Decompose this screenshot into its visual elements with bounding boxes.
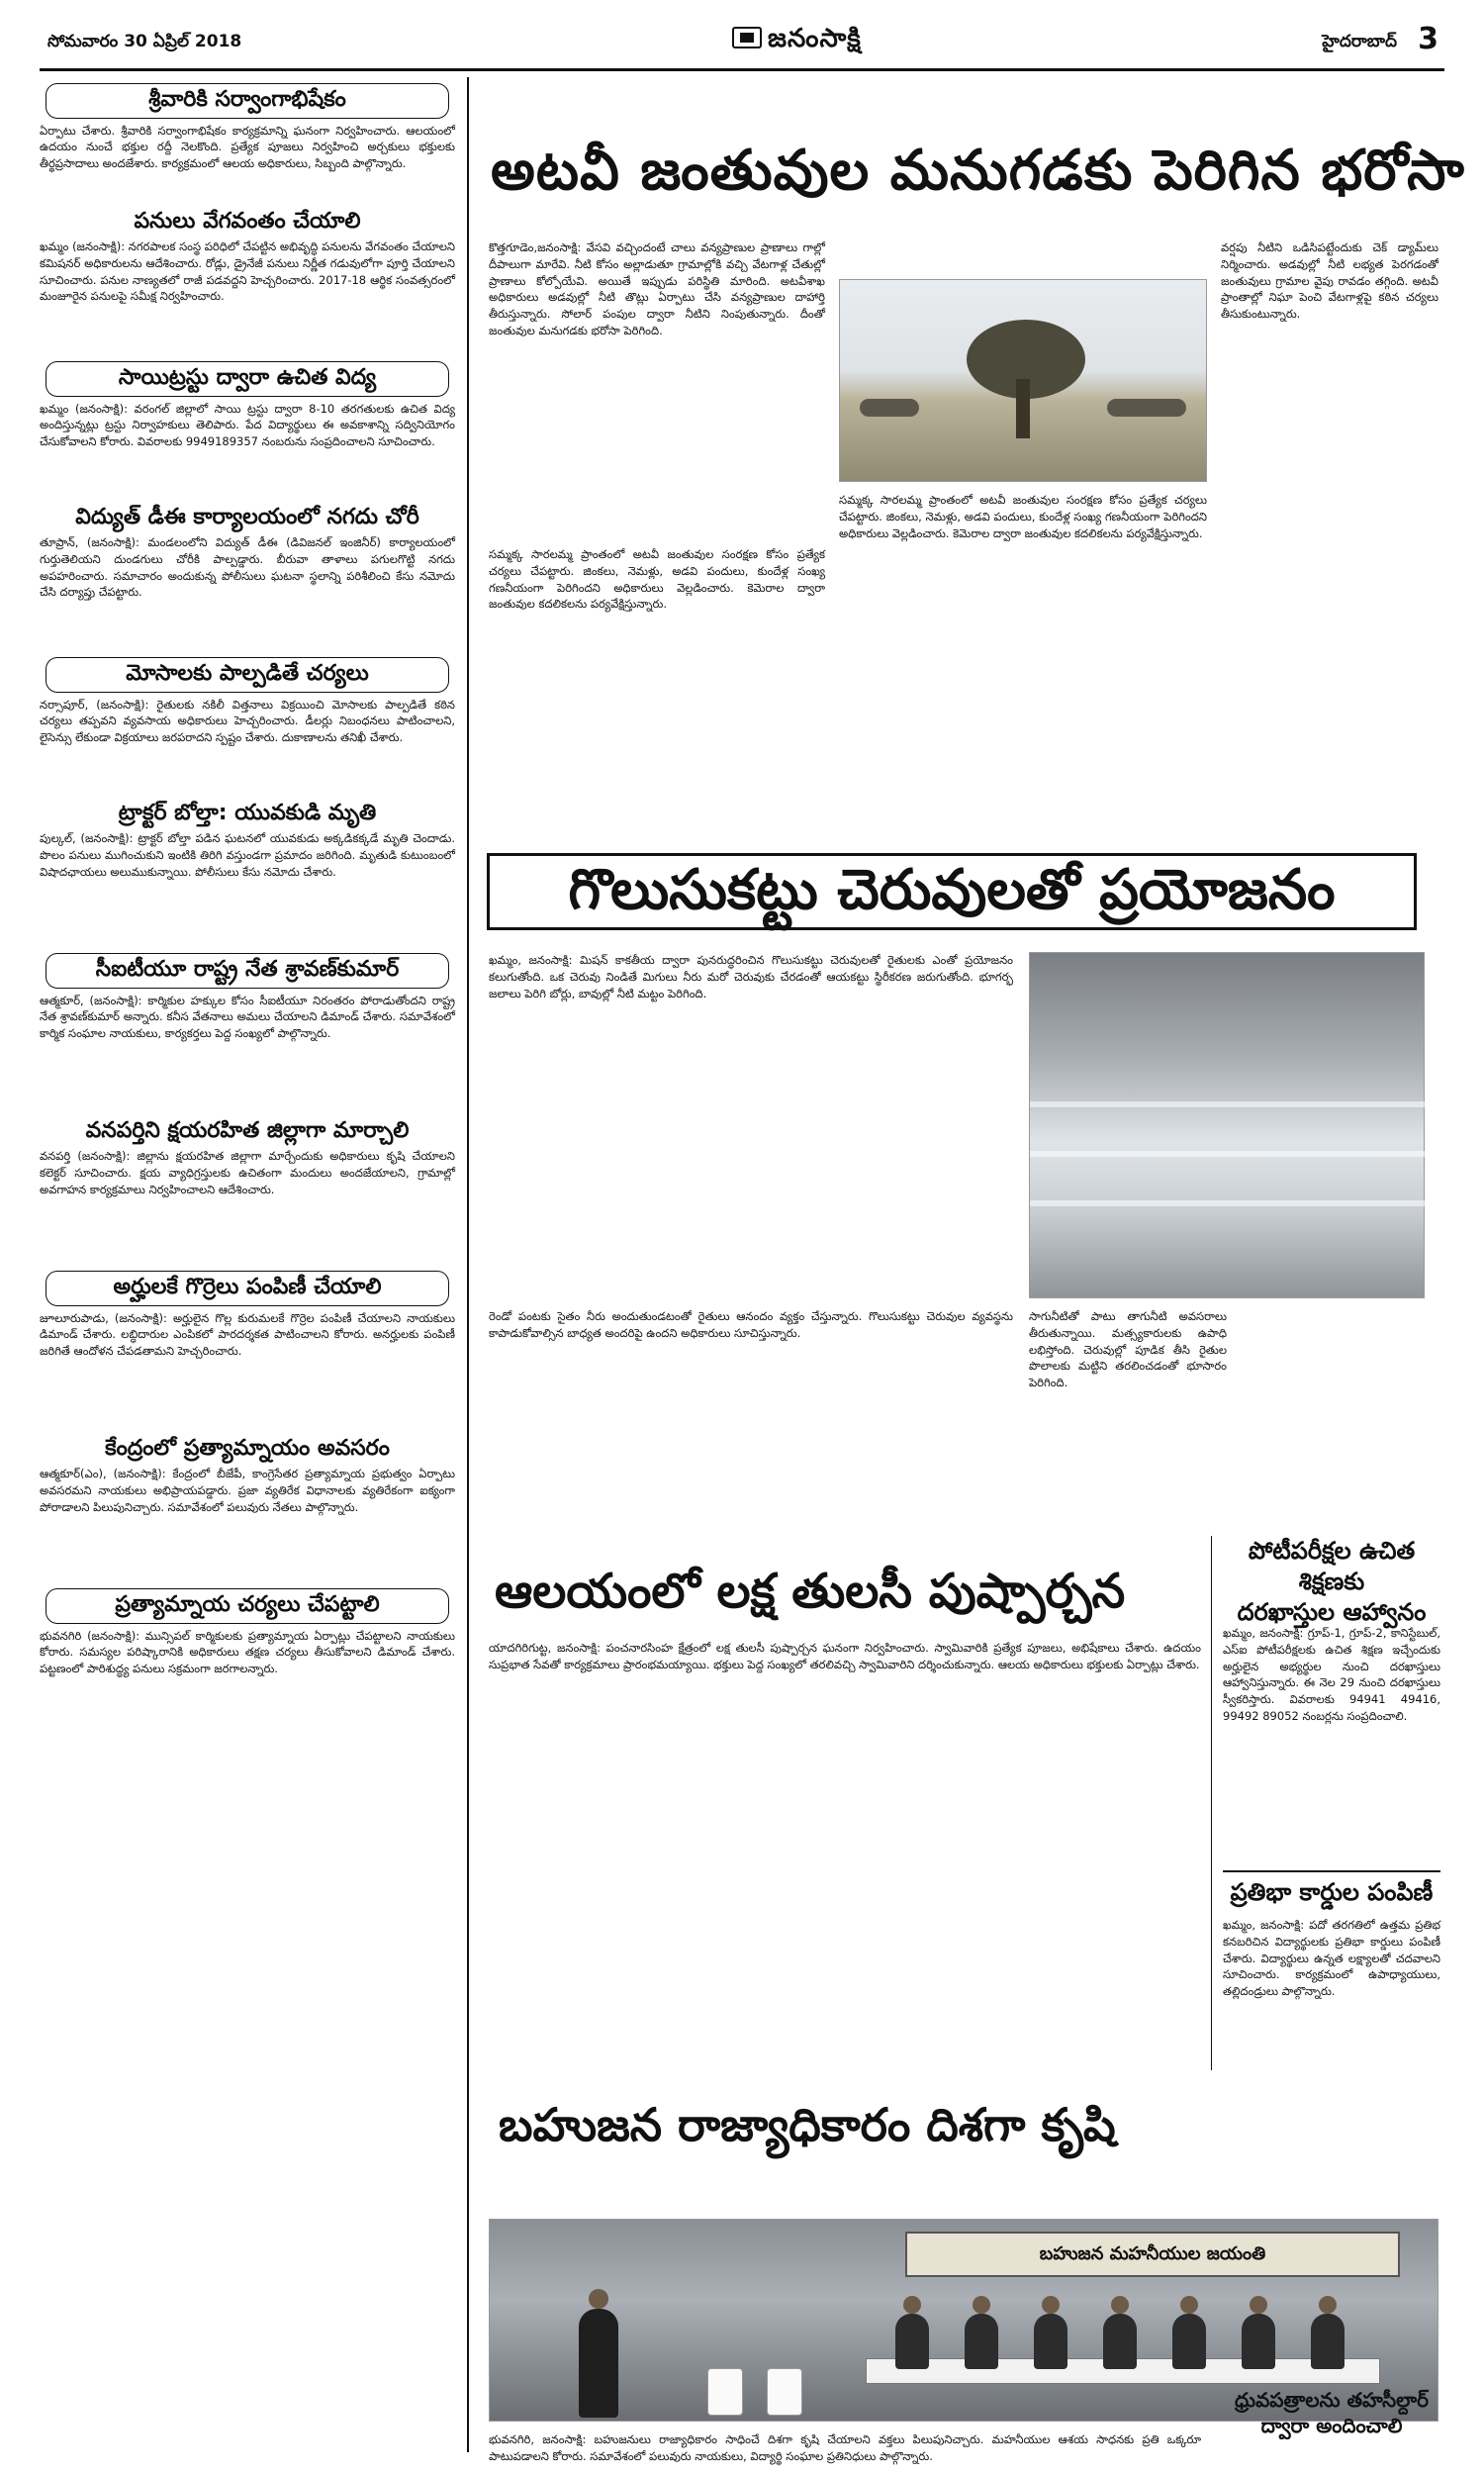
news-headline: అర్హులకే గొర్రెలు పంపిణీ చేయాలి [46, 1271, 449, 1306]
section-divider [1211, 1536, 1212, 2070]
tanks-story-body: ఖమ్మం, జనంసాక్షి: మిషన్ కాకతీయ ద్వారా పునరుద్ధరించిన గొలుసుకట్టు చెరువులతో రైతులకు ఎంతో ప్రయోజనం కలుగుతోంది. ఒక చెరువు నిండితే మిగులు నీరు మరో చెరువుకు చేరడంతో ఆయకట్టు స్థిరీకరణ జరుగుతోంది. భూగర్భ జలాలు పెరిగి బోర్లు, బావుల్లో నీటి మట్టం పెరిగింది. [489, 953, 1013, 1000]
bush-shape [1107, 399, 1186, 417]
guest-figure [1103, 2314, 1137, 2369]
chair-shape [767, 2368, 802, 2416]
certificates-headline-line2: ద్వారా అందించాలి [1260, 2414, 1403, 2437]
box-divider [1223, 1870, 1440, 1872]
news-item [40, 206, 455, 356]
temple-headline: ఆలయంలో లక్ష తులసీ పుష్పార్చన [495, 1564, 1126, 1619]
news-item [40, 1588, 455, 1723]
lead-story-side-body: వర్షపు నీటిని ఒడిసిపట్టేందుకు చెక్ డ్యామ్‌లు నిర్మించారు. అడవుల్లో నీటి లభ్యత పెరగడంతో జంతువులు గ్రామాల వైపు రావడం తగ్గింది. అటవీ ప్రాంతాల్లో నిఘా పెంచి వేటగాళ్లపై కఠిన చర్యలు తీసుకుంటున్నారు. [1221, 240, 1438, 322]
news-headline: సాయిట్రస్టు ద్వారా ఉచిత విద్య [46, 361, 449, 397]
tanks-story-bottom: రెండో పంటకు సైతం నీరు అందుతుండటంతో రైతులు ఆనందం వ్యక్తం చేస్తున్నారు. గొలుసుకట్టు చెరువుల వ్యవస్థను కాపాడుకోవాల్సిన బాధ్యత అందరిపై ఉందని అధికారులు సూచిస్తున్నారు. [489, 1309, 1013, 1340]
guest-figure [965, 2314, 998, 2369]
logo-emblem-icon [732, 27, 762, 48]
edition-city: హైదరాబాద్ [1322, 32, 1397, 51]
guest-figure [895, 2314, 929, 2369]
forest-photo [839, 279, 1207, 482]
lead-story-body-more: సమ్మక్క సారలమ్మ ప్రాంతంలో అటవీ జంతువుల సంరక్షణ కోసం ప్రత్యేక చర్యలు చేపట్టారు. జింకలు, నెమళ్లు, అడవి పందులు, కుందేళ్ల సంఖ్య గణనీయంగా పెరిగిందని అధికారులు వెల్లడించారు. కెమెరాల ద్వారా జంతువుల కదలికలను పర్యవేక్షిస్తున్నారు. [489, 547, 825, 612]
lead-story-continued: సమ్మక్క సారలమ్మ ప్రాంతంలో అటవీ జంతువుల సంరక్షణ కోసం ప్రత్యేక చర్యలు చేపట్టారు. జింకలు, నెమళ్లు, అడవి పందులు, కుందేళ్ల సంఖ్య గణనీయంగా పెరిగిందని అధికారులు వెల్లడించారు. కెమెరాల ద్వారా జంతువుల కదలికలను పర్యవేక్షిస్తున్నారు. [839, 493, 1207, 540]
left-column [40, 81, 455, 2456]
news-item [40, 1271, 455, 1427]
news-headline: మోసాలకు పాల్పడితే చర్యలు [46, 657, 449, 693]
tree-trunk-shape [1016, 379, 1030, 438]
lead-story-body: కొత్తగూడెం,జనంసాక్షి: వేసవి వచ్చిందంటే చాలు వన్యప్రాణుల ప్రాణాలు గాల్లో దీపాలుగా మారేవి. నీటి కోసం అల్లాడుతూ గ్రామాల్లోకి వచ్చి వేటగాళ్ల చేతుల్లో ప్రాణాలు కోల్పోయేవి. అయితే ఇప్పుడు పరిస్థితి మారింది. అటవీశాఖ అధికారులు అడవుల్లో నీటి తొట్లు ఏర్పాటు చేసి వన్యప్రాణుల దాహార్తి తీరుస్తున్నారు. సోలార్ పంపుల ద్వారా నీటిని నింపుతున్నారు. దీంతో జంతువుల మనుగడకు భరోసా పెరిగింది. [489, 240, 825, 337]
lead-headline: అటవీ జంతువుల మనుగడకు పెరిగిన భరోసా [491, 139, 1465, 203]
exam-coaching-body: ఖమ్మం, జనంసాక్షి: గ్రూప్-1, గ్రూప్-2, కానిస్టేబుల్, ఎస్ఐ పోటీపరీక్షలకు ఉచిత శిక్షణ ఇచ్చేందుకు అర్హులైన అభ్యర్థుల నుంచి దరఖాస్తులు ఆహ్వానిస్తున్నారు. ఈ నెల 29 నుంచి దరఖాస్తులు స్వీకరిస్తారు. వివరాలకు 94941 49416, 99492 89052 నంబర్లను సంప్రదించాలి. [1223, 1626, 1440, 1723]
news-item [40, 798, 455, 948]
newspaper-logo [732, 24, 862, 59]
merit-cards-body: ఖమ్మం, జనంసాక్షి: పదో తరగతిలో ఉత్తమ ప్రతిభ కనబరిచిన విద్యార్థులకు ప్రతిభా కార్డులు పంపిణీ చేశారు. విద్యార్థులు ఉన్నత లక్ష్యాలతో చదవాలని సూచించారు. కార్యక్రమంలో ఉపాధ్యాయులు, తల్లిదండ్రులు పాల్గొన్నారు. [1223, 1918, 1440, 1999]
guest-figure [1242, 2314, 1275, 2369]
news-headline: పనులు వేగవంతం చేయాలి [134, 208, 361, 234]
news-item [40, 657, 455, 792]
merit-cards-headline: ప్రతిభా కార్డుల పంపిణీ [1230, 1878, 1434, 1906]
right-section [479, 81, 1465, 2463]
certificates-headline [1223, 2387, 1440, 2438]
stage-banner-text: బహుజన మహనీయుల జయంతి [905, 2232, 1400, 2277]
news-body: ఖమ్మం (జనంసాక్షి): వరంగల్ జిల్లాలో సాయి ట్రస్టు ద్వారా 8-10 తరగతులకు ఉచిత విద్య అందిస్తున్నట్లు ట్రస్టు నిర్వాహకులు తెలిపారు. పేద విద్యార్థులు ఈ అవకాశాన్ని సద్వినియోగం చేసుకోవాలని కోరారు. వివరాలకు 9949189357 నంబరును సంప్రదించాలని సూచించారు. [40, 401, 455, 449]
news-headline: శ్రీవారికి సర్వాంగాభిషేకం [46, 83, 449, 119]
tanks-headline: గొలుసుకట్టు చెరువులతో ప్రయోజనం [487, 853, 1417, 930]
news-item [40, 502, 455, 652]
news-body: ఏర్పాటు చేశారు. శ్రీవారికి సర్వాంగాభిషేకం కార్యక్రమాన్ని ఘనంగా నిర్వహించారు. ఆలయంలో ఉదయం నుంచే భక్తుల రద్దీ నెలకొంది. ప్రత్యేక పూజలు నిర్వహించి అర్చకులు భక్తులకు తీర్థప్రసాదాలు అందజేశారు. కార్యక్రమంలో ఆలయ అధికారులు, సిబ్బంది పాల్గొన్నారు. [40, 123, 455, 171]
issue-date: సోమవారం 30 ఏప్రిల్ 2018 [47, 32, 242, 51]
column-divider [467, 77, 469, 2452]
certificates-headline-line1: ధ్రువపత్రాలను తహసీల్దార్ [1235, 2388, 1429, 2412]
water-foam [1030, 1101, 1426, 1107]
news-item [40, 1115, 455, 1266]
water-foam [1030, 1151, 1426, 1157]
news-body: పుల్కల్, (జనంసాక్షి): ట్రాక్టర్ బోల్తా పడిన ఘటనలో యువకుడు అక్కడికక్కడే మృతి చెందాడు. పొలం పనులు ముగించుకుని ఇంటికి తిరిగి వస్తుండగా ప్రమాదం జరిగింది. మృతుడి కుటుంబంలో విషాదఛాయలు అలుముకున్నాయి. పోలీసులు కేసు నమోదు చేశారు. [40, 831, 455, 879]
news-body: తూప్రాన్, (జనంసాక్షి): మండలంలోని విద్యుత్ డీఈ (డివిజనల్ ఇంజినీర్) కార్యాలయంలో గుర్తుతెలియని దుండగులు చోరీకి పాల్పడ్డారు. బీరువా తాళాలు పగులగొట్టి నగదు అపహరించారు. సమాచారం అందుకున్న పోలీసులు ఘటనా స్థలాన్ని పరిశీలించి కేసు నమోదు చేసి దర్యాప్తు చేపట్టారు. [40, 535, 455, 600]
news-body: ఆత్మకూర్(ఎం), (జనంసాక్షి): కేంద్రంలో బీజేపీ, కాంగ్రెసేతర ప్రత్యామ్నాయ ప్రభుత్వం ఏర్పాటు అవసరమని నాయకులు అభిప్రాయపడ్డారు. ప్రజా వ్యతిరేక విధానాలకు వ్యతిరేకంగా ఐక్యంగా పోరాడాలని పిలుపునిచ్చారు. సమావేశంలో పలువురు నేతలు పాల్గొన్నారు. [40, 1467, 455, 1514]
bahujan-story-body: భువనగిరి, జనంసాక్షి: బహుజనులు రాజ్యాధికారం సాధించే దిశగా కృషి చేయాలని వక్తలు పిలుపునిచ్చారు. మహనీయుల ఆశయ సాధనకు ప్రతి ఒక్కరూ పాటుపడాలని కోరారు. సమావేశంలో పలువురు నాయకులు, విద్యార్థి సంఘాల ప్రతినిధులు పాల్గొన్నారు. [489, 2432, 1201, 2463]
news-body: నర్సాపూర్, (జనంసాక్షి): రైతులకు నకిలీ విత్తనాలు విక్రయించి మోసాలకు పాల్పడితే కఠిన చర్యలు తప్పవని వ్యవసాయ అధికారులు హెచ్చరించారు. డీలర్లు నిబంధనలు పాటించాలని, లైసెన్సు లేకుండా విక్రయాలు జరపరాదని స్పష్టం చేశారు. దుకాణాలను తనిఖీ చేశారు. [40, 697, 455, 745]
water-foam [1030, 1200, 1426, 1206]
news-item [40, 953, 455, 1109]
news-body: భువనగిరి (జనంసాక్షి): మున్సిపల్ కార్మికులకు ప్రత్యామ్నాయ ఏర్పాట్లు చేపట్టాలని నాయకులు కోరారు. సమస్యల పరిష్కారానికి అధికారులు తక్షణ చర్యలు తీసుకోవాలని డిమాండ్ చేశారు. పట్టణంలో పారిశుద్ధ్య పనులు సక్రమంగా జరగాలన్నారు. [40, 1628, 455, 1676]
chair-shape [707, 2368, 743, 2416]
news-body: ఆత్మకూర్, (జనంసాక్షి): కార్మికుల హక్కుల కోసం సీఐటీయూ నిరంతరం పోరాడుతోందని రాష్ట్ర నేత శ్రావణ్‌కుమార్ అన్నారు. కనీస వేతనాలు అమలు చేయాలని డిమాండ్ చేశారు. సమావేశంలో కార్మిక సంఘాల నాయకులు, కార్యకర్తలు పెద్ద సంఖ్యలో పాల్గొన్నారు. [40, 993, 455, 1041]
news-headline: కేంద్రంలో ప్రత్యామ్నాయం అవసరం [105, 1435, 390, 1461]
news-headline: ట్రాక్టర్ బోల్తా: యువకుడి మృతి [118, 800, 377, 825]
guest-figure [1034, 2314, 1067, 2369]
news-body: ఖమ్మం (జనంసాక్షి): నగరపాలక సంస్థ పరిధిలో చేపట్టిన అభివృద్ధి పనులను వేగవంతం చేయాలని కమిషనర్ అధికారులను ఆదేశించారు. రోడ్లు, డ్రైనేజీ పనులు నిర్ణీత గడువులోగా పూర్తి చేయాలని సూచించారు. పనుల నాణ్యతలో రాజీ పడవద్దని హెచ్చరించారు. 2017-18 ఆర్థిక సంవత్సరంలో మంజూరైన పనులపై సమీక్ష నిర్వహించారు. [40, 239, 455, 304]
bush-shape [860, 399, 919, 417]
guest-figure [1311, 2314, 1345, 2369]
news-item [40, 1433, 455, 1583]
news-headline: వనపర్తిని క్షయరహిత జిల్లాగా మార్చాలి [85, 1117, 410, 1143]
page-number: 3 [1418, 22, 1438, 56]
guest-figure [1172, 2314, 1206, 2369]
exam-coaching-headline-line1: పోటీపరీక్షల ఉచిత శిక్షణకు [1248, 1537, 1416, 1596]
tanks-story-side: సాగునీటితో పాటు తాగునీటి అవసరాలు తీరుతున్నాయి. మత్స్యకారులకు ఉపాధి లభిస్తోంది. చెరువుల్లో పూడిక తీసి రైతుల పొలాలకు మట్టిని తరలించడంతో భూసారం పెరిగింది. [1029, 1309, 1227, 1390]
news-headline: ప్రత్యామ్నాయ చర్యలు చేపట్టాలి [46, 1588, 449, 1624]
news-item [40, 361, 455, 496]
exam-coaching-headline [1223, 1536, 1440, 1629]
news-headline: విద్యుత్ డీఈ కార్యాలయంలో నగదు చోరీ [75, 504, 419, 529]
news-body: జూలూరుపాడు, (జనంసాక్షి): అర్హులైన గొల్ల కురుమలకే గొర్రెల పంపిణీ చేయాలని నాయకులు డిమాండ్ చేశారు. లబ్ధిదారుల ఎంపికలో పారదర్శకత పాటించాలని కోరారు. అనర్హులకు పంపిణీ జరిగితే ఆందోళన చేపడతామని హెచ్చరించారు. [40, 1310, 455, 1359]
logo-text: జనంసాక్షి [768, 24, 862, 53]
exam-coaching-headline-line2: దరఖాస్తుల ఆహ్వానం [1237, 1598, 1427, 1627]
news-body: వనపర్తి (జనంసాక్షి): జిల్లాను క్షయరహిత జిల్లాగా మార్చేందుకు అధికారులు కృషి చేయాలని కలెక్టర్ సూచించారు. క్షయ వ్యాధిగ్రస్తులకు ఉచితంగా మందులు అందజేయాలని, గ్రామాల్లో అవగాహన కార్యక్రమాలు నిర్వహించాలని ఆదేశించారు. [40, 1149, 455, 1196]
bahujan-headline: బహుజన రాజ్యాధికారం దిశగా కృషి [499, 2098, 1116, 2151]
masthead [40, 20, 1444, 71]
news-item [40, 83, 455, 200]
speaker-figure [579, 2309, 618, 2418]
news-headline: సీఐటీయూ రాష్ట్ర నేత శ్రావణ్‌కుమార్ [46, 953, 449, 989]
check-dam-photo [1029, 952, 1425, 1298]
temple-story-body: యాదగిరిగుట్ట, జనంసాక్షి: పంచనారసింహ క్షేత్రంలో లక్ష తులసీ పుష్పార్చన ఘనంగా నిర్వహించారు. స్వామివారికి ప్రత్యేక పూజలు, అభిషేకాలు చేశారు. ఉదయం సుప్రభాత సేవతో కార్యక్రమాలు ప్రారంభమయ్యాయి. భక్తులు పెద్ద సంఖ్యలో తరలివచ్చి స్వామివారిని దర్శించుకున్నారు. ఆలయ అధికారులు భక్తులకు ఏర్పాట్లు చేశారు. [489, 1641, 1201, 1671]
